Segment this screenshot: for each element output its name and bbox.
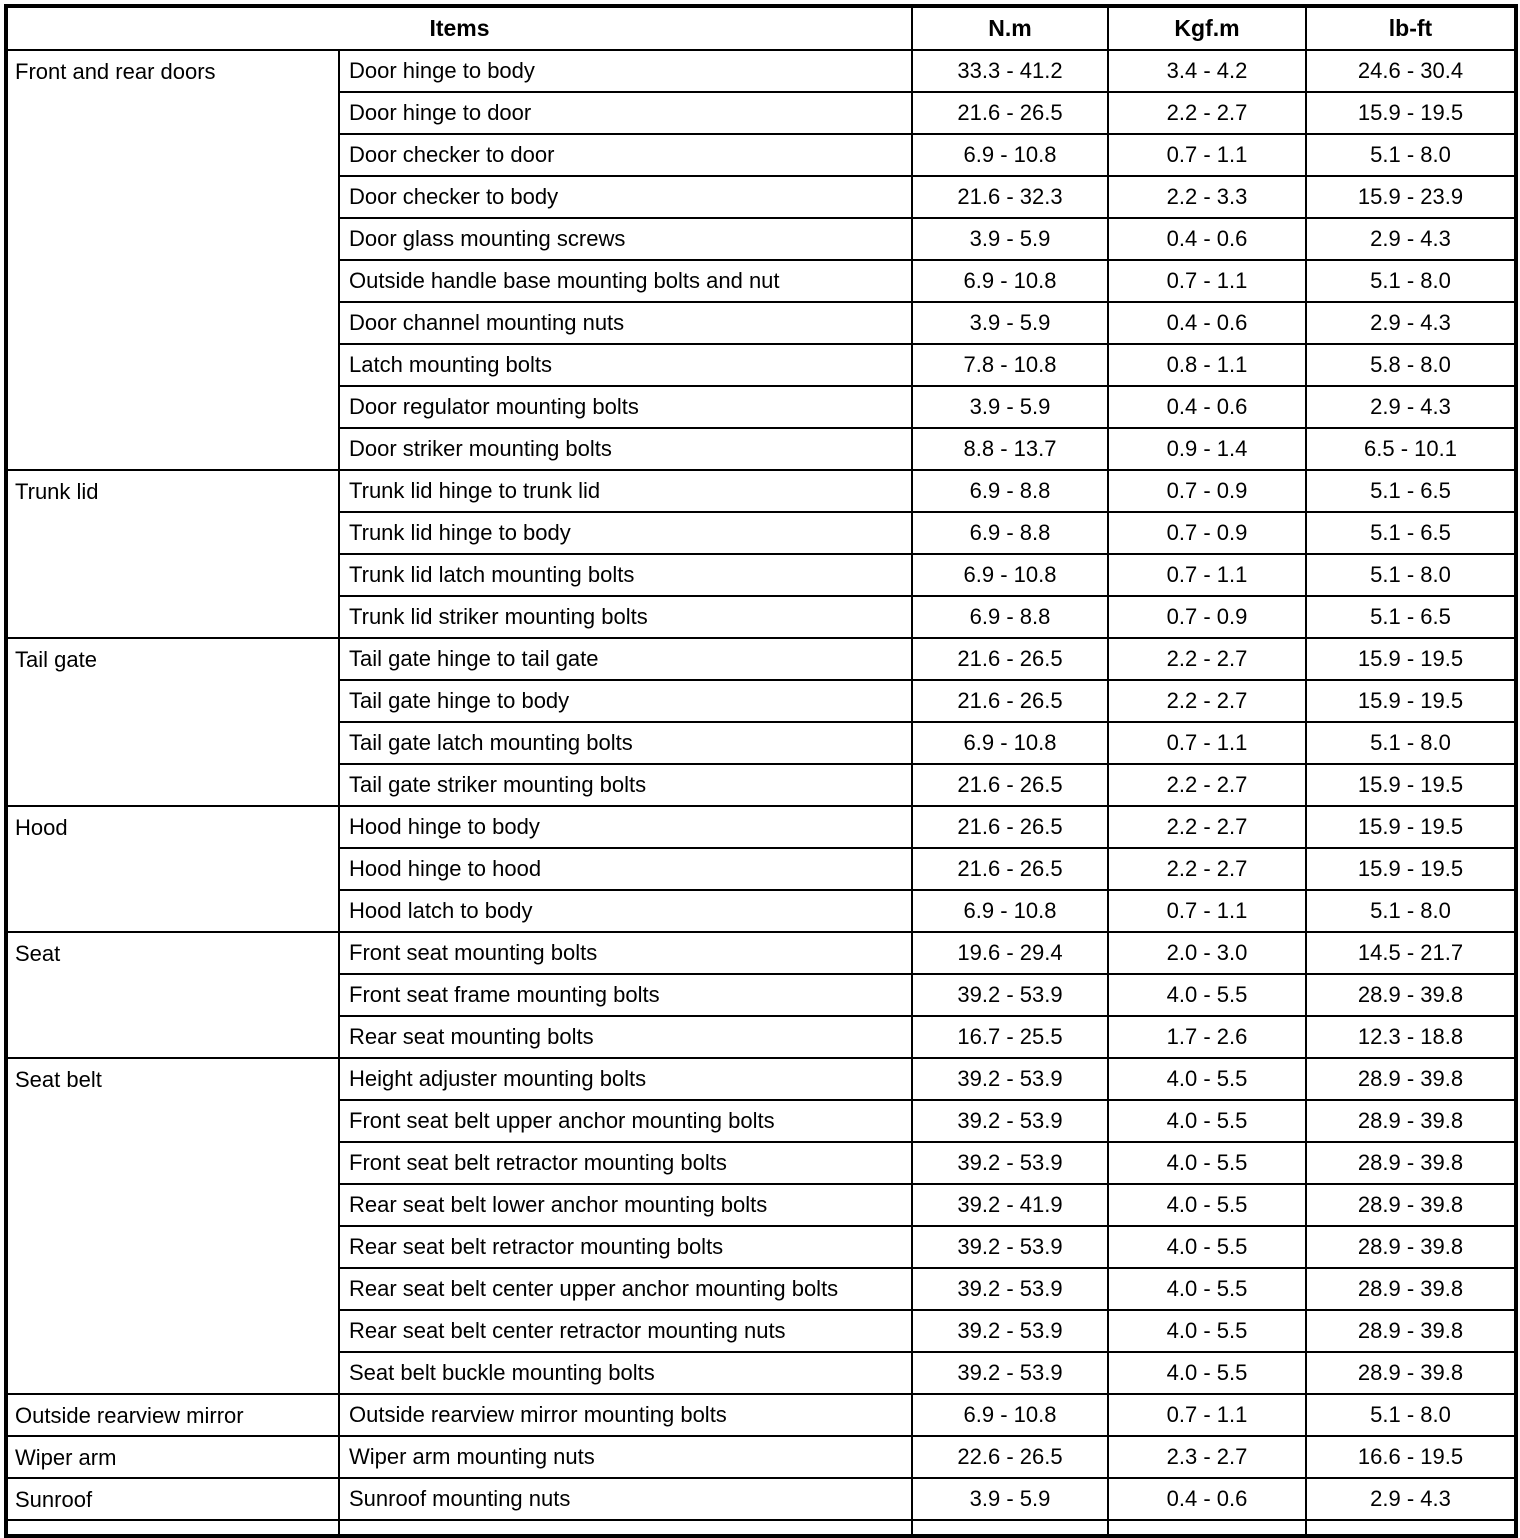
item-cell: Door glass mounting screws: [339, 218, 912, 260]
kgfm-value-cell: 0.7 - 0.9: [1108, 470, 1306, 512]
kgfm-value-cell: 0.4 - 0.6: [1108, 386, 1306, 428]
item-cell: Front seat belt upper anchor mounting bolts: [339, 1100, 912, 1142]
kgfm-value-cell: 0.7 - 1.1: [1108, 890, 1306, 932]
nm-value-cell: 3.9 - 5.9: [912, 386, 1108, 428]
nm-value-cell: 39.2 - 53.9: [912, 1058, 1108, 1100]
item-cell: Tail gate hinge to body: [339, 680, 912, 722]
table-row: [6, 638, 1516, 680]
lbft-value-cell: 5.1 - 8.0: [1306, 1394, 1516, 1436]
item-cell: Rear seat belt center upper anchor mounting bolts: [339, 1268, 912, 1310]
kgfm-value-cell: 2.2 - 2.7: [1108, 680, 1306, 722]
nm-value-cell: 39.2 - 41.9: [912, 1184, 1108, 1226]
nm-value-cell: 21.6 - 26.5: [912, 680, 1108, 722]
kgfm-value-cell: 4.0 - 5.5: [1108, 1100, 1306, 1142]
table-row: [6, 806, 1516, 848]
lbft-value-cell: 15.9 - 19.5: [1306, 764, 1516, 806]
lbft-value-cell: 15.9 - 23.9: [1306, 176, 1516, 218]
nm-value-cell: 16.7 - 25.5: [912, 1016, 1108, 1058]
table-body: [6, 50, 1516, 1536]
nm-value-cell: 39.2 - 53.9: [912, 1142, 1108, 1184]
kgfm-value-cell: 0.4 - 0.6: [1108, 302, 1306, 344]
item-cell: Door checker to body: [339, 176, 912, 218]
lbft-value-cell: 15.9 - 19.5: [1306, 680, 1516, 722]
item-cell: Door hinge to body: [339, 50, 912, 92]
item-cell: Rear seat belt lower anchor mounting bolts: [339, 1184, 912, 1226]
item-cell: Tail gate striker mounting bolts: [339, 764, 912, 806]
item-cell: Tail gate hinge to tail gate: [339, 638, 912, 680]
nm-value-cell: 39.2 - 53.9: [912, 974, 1108, 1016]
item-cell: Sunroof mounting nuts: [339, 1478, 912, 1520]
lbft-value-cell: 24.6 - 30.4: [1306, 50, 1516, 92]
item-cell: Height adjuster mounting bolts: [339, 1058, 912, 1100]
kgfm-value-cell: 4.0 - 5.5: [1108, 1226, 1306, 1268]
category-cell: Tail gate: [6, 638, 339, 806]
lbft-value-cell: 28.9 - 39.8: [1306, 1226, 1516, 1268]
category-cell: Front and rear doors: [6, 50, 339, 470]
kgfm-value-cell: 2.2 - 2.7: [1108, 806, 1306, 848]
lbft-value-cell: 28.9 - 39.8: [1306, 1268, 1516, 1310]
lbft-value-cell: 28.9 - 39.8: [1306, 1310, 1516, 1352]
header-row: [6, 6, 1516, 50]
lbft-value-cell: 2.9 - 4.3: [1306, 218, 1516, 260]
kgfm-value-cell: 0.7 - 1.1: [1108, 554, 1306, 596]
nm-value-cell: 21.6 - 26.5: [912, 638, 1108, 680]
lbft-value-cell: 5.1 - 8.0: [1306, 722, 1516, 764]
nm-value-cell: 21.6 - 26.5: [912, 848, 1108, 890]
item-cell: Door hinge to door: [339, 92, 912, 134]
nm-value-cell: 39.2 - 53.9: [912, 1226, 1108, 1268]
kgfm-value-cell: 0.4 - 0.6: [1108, 1478, 1306, 1520]
nm-value-cell: 21.6 - 26.5: [912, 806, 1108, 848]
lbft-value-cell: 5.1 - 8.0: [1306, 890, 1516, 932]
lbft-value-cell: 5.8 - 8.0: [1306, 344, 1516, 386]
lbft-value-cell: 2.9 - 4.3: [1306, 386, 1516, 428]
nm-value-cell: 6.9 - 10.8: [912, 554, 1108, 596]
nm-value-cell: 22.6 - 26.5: [912, 1436, 1108, 1478]
kgfm-value-cell: 2.2 - 2.7: [1108, 638, 1306, 680]
item-cell: Hood hinge to hood: [339, 848, 912, 890]
nm-value-cell: 3.9 - 5.9: [912, 1478, 1108, 1520]
lbft-value-cell: 15.9 - 19.5: [1306, 806, 1516, 848]
item-cell: Outside rearview mirror mounting bolts: [339, 1394, 912, 1436]
lbft-value-cell: 5.1 - 6.5: [1306, 470, 1516, 512]
kgfm-value-cell: 4.0 - 5.5: [1108, 974, 1306, 1016]
category-cell: Trunk lid: [6, 470, 339, 638]
table-row: [6, 50, 1516, 92]
item-cell: Trunk lid striker mounting bolts: [339, 596, 912, 638]
kgfm-value-cell: 4.0 - 5.5: [1108, 1184, 1306, 1226]
kgfm-value-cell: 2.0 - 3.0: [1108, 932, 1306, 974]
item-cell: Rear seat belt retractor mounting bolts: [339, 1226, 912, 1268]
nm-value-cell: 19.6 - 29.4: [912, 932, 1108, 974]
nm-value-cell: 21.6 - 26.5: [912, 92, 1108, 134]
empty-cell: [6, 1520, 339, 1536]
nm-value-cell: 21.6 - 32.3: [912, 176, 1108, 218]
lbft-value-cell: 28.9 - 39.8: [1306, 1100, 1516, 1142]
table-row: [6, 470, 1516, 512]
empty-cell: [339, 1520, 912, 1536]
kgfm-value-cell: 4.0 - 5.5: [1108, 1142, 1306, 1184]
item-cell: Rear seat belt center retractor mounting nuts: [339, 1310, 912, 1352]
lbft-value-cell: 15.9 - 19.5: [1306, 638, 1516, 680]
kgfm-value-cell: 4.0 - 5.5: [1108, 1268, 1306, 1310]
table-header: [6, 6, 1516, 50]
nm-value-cell: 6.9 - 8.8: [912, 596, 1108, 638]
kgfm-value-cell: 0.9 - 1.4: [1108, 428, 1306, 470]
kgfm-value-cell: 0.4 - 0.6: [1108, 218, 1306, 260]
category-cell: Seat: [6, 932, 339, 1058]
lbft-value-cell: 14.5 - 21.7: [1306, 932, 1516, 974]
item-cell: Door checker to door: [339, 134, 912, 176]
kgfm-value-cell: 0.7 - 1.1: [1108, 260, 1306, 302]
nm-value-cell: 21.6 - 26.5: [912, 764, 1108, 806]
lbft-value-cell: 5.1 - 6.5: [1306, 596, 1516, 638]
kgfm-value-cell: 3.4 - 4.2: [1108, 50, 1306, 92]
lbft-value-cell: 28.9 - 39.8: [1306, 1058, 1516, 1100]
nm-value-cell: 33.3 - 41.2: [912, 50, 1108, 92]
empty-cell: [912, 1520, 1108, 1536]
item-cell: Door striker mounting bolts: [339, 428, 912, 470]
kgfm-value-cell: 0.7 - 0.9: [1108, 512, 1306, 554]
kgfm-value-cell: 4.0 - 5.5: [1108, 1352, 1306, 1394]
item-cell: Front seat mounting bolts: [339, 932, 912, 974]
kgfm-value-cell: 0.7 - 0.9: [1108, 596, 1306, 638]
nm-value-cell: 8.8 - 13.7: [912, 428, 1108, 470]
nm-value-cell: 39.2 - 53.9: [912, 1310, 1108, 1352]
lbft-value-cell: 5.1 - 8.0: [1306, 260, 1516, 302]
nm-value-cell: 6.9 - 10.8: [912, 260, 1108, 302]
kgfm-value-cell: 4.0 - 5.5: [1108, 1310, 1306, 1352]
item-cell: Front seat belt retractor mounting bolts: [339, 1142, 912, 1184]
lbft-value-cell: 12.3 - 18.8: [1306, 1016, 1516, 1058]
column-header-items: Items: [6, 6, 912, 50]
nm-value-cell: 39.2 - 53.9: [912, 1268, 1108, 1310]
empty-cell: [1306, 1520, 1516, 1536]
nm-value-cell: 6.9 - 8.8: [912, 512, 1108, 554]
category-cell: Wiper arm: [6, 1436, 339, 1478]
lbft-value-cell: 5.1 - 8.0: [1306, 554, 1516, 596]
item-cell: Hood hinge to body: [339, 806, 912, 848]
table-row: [6, 1394, 1516, 1436]
kgfm-value-cell: 2.3 - 2.7: [1108, 1436, 1306, 1478]
nm-value-cell: 39.2 - 53.9: [912, 1100, 1108, 1142]
kgfm-value-cell: 0.8 - 1.1: [1108, 344, 1306, 386]
item-cell: Seat belt buckle mounting bolts: [339, 1352, 912, 1394]
kgfm-value-cell: 2.2 - 3.3: [1108, 176, 1306, 218]
item-cell: Wiper arm mounting nuts: [339, 1436, 912, 1478]
category-cell: Hood: [6, 806, 339, 932]
column-header-nm: N.m: [912, 6, 1108, 50]
lbft-value-cell: 5.1 - 8.0: [1306, 134, 1516, 176]
nm-value-cell: 6.9 - 8.8: [912, 470, 1108, 512]
kgfm-value-cell: 4.0 - 5.5: [1108, 1058, 1306, 1100]
item-cell: Trunk lid latch mounting bolts: [339, 554, 912, 596]
torque-spec-table: [4, 4, 1518, 1538]
kgfm-value-cell: 0.7 - 1.1: [1108, 722, 1306, 764]
lbft-value-cell: 6.5 - 10.1: [1306, 428, 1516, 470]
lbft-value-cell: 28.9 - 39.8: [1306, 1184, 1516, 1226]
lbft-value-cell: 28.9 - 39.8: [1306, 1142, 1516, 1184]
nm-value-cell: 6.9 - 10.8: [912, 890, 1108, 932]
nm-value-cell: 6.9 - 10.8: [912, 1394, 1108, 1436]
nm-value-cell: 6.9 - 10.8: [912, 134, 1108, 176]
kgfm-value-cell: 0.7 - 1.1: [1108, 1394, 1306, 1436]
empty-cell: [1108, 1520, 1306, 1536]
item-cell: Trunk lid hinge to trunk lid: [339, 470, 912, 512]
lbft-value-cell: 15.9 - 19.5: [1306, 848, 1516, 890]
nm-value-cell: 39.2 - 53.9: [912, 1352, 1108, 1394]
nm-value-cell: 3.9 - 5.9: [912, 218, 1108, 260]
nm-value-cell: 3.9 - 5.9: [912, 302, 1108, 344]
category-cell: Sunroof: [6, 1478, 339, 1520]
item-cell: Door regulator mounting bolts: [339, 386, 912, 428]
kgfm-value-cell: 1.7 - 2.6: [1108, 1016, 1306, 1058]
kgfm-value-cell: 2.2 - 2.7: [1108, 764, 1306, 806]
item-cell: Door channel mounting nuts: [339, 302, 912, 344]
category-cell: Seat belt: [6, 1058, 339, 1394]
lbft-value-cell: 5.1 - 6.5: [1306, 512, 1516, 554]
item-cell: Front seat frame mounting bolts: [339, 974, 912, 1016]
nm-value-cell: 7.8 - 10.8: [912, 344, 1108, 386]
kgfm-value-cell: 2.2 - 2.7: [1108, 92, 1306, 134]
lbft-value-cell: 2.9 - 4.3: [1306, 302, 1516, 344]
column-header-lbft: lb-ft: [1306, 6, 1516, 50]
table-row: [6, 932, 1516, 974]
item-cell: Latch mounting bolts: [339, 344, 912, 386]
table-row: [6, 1478, 1516, 1520]
kgfm-value-cell: 0.7 - 1.1: [1108, 134, 1306, 176]
item-cell: Outside handle base mounting bolts and nut: [339, 260, 912, 302]
table-row: [6, 1436, 1516, 1478]
column-header-kgfm: Kgf.m: [1108, 6, 1306, 50]
item-cell: Rear seat mounting bolts: [339, 1016, 912, 1058]
item-cell: Tail gate latch mounting bolts: [339, 722, 912, 764]
empty-spacer-row: [6, 1520, 1516, 1536]
table-row: [6, 1058, 1516, 1100]
item-cell: Trunk lid hinge to body: [339, 512, 912, 554]
lbft-value-cell: 28.9 - 39.8: [1306, 974, 1516, 1016]
lbft-value-cell: 16.6 - 19.5: [1306, 1436, 1516, 1478]
lbft-value-cell: 15.9 - 19.5: [1306, 92, 1516, 134]
category-cell: Outside rearview mirror: [6, 1394, 339, 1436]
item-cell: Hood latch to body: [339, 890, 912, 932]
nm-value-cell: 6.9 - 10.8: [912, 722, 1108, 764]
lbft-value-cell: 2.9 - 4.3: [1306, 1478, 1516, 1520]
lbft-value-cell: 28.9 - 39.8: [1306, 1352, 1516, 1394]
kgfm-value-cell: 2.2 - 2.7: [1108, 848, 1306, 890]
